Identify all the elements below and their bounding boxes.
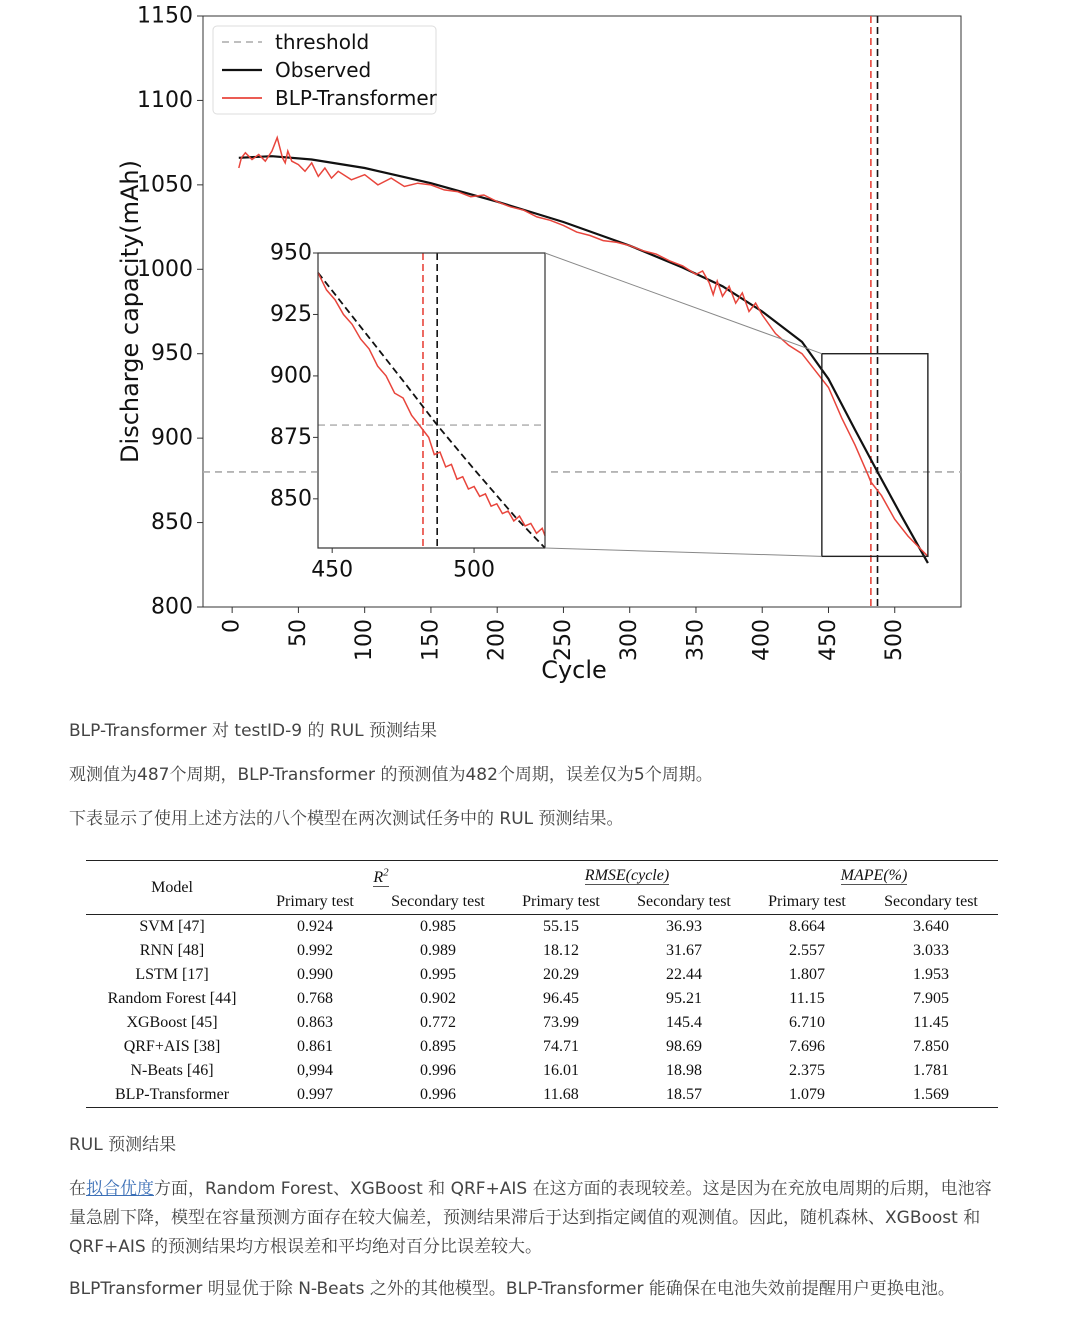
metric-cell: 0.996 [372,1083,504,1108]
metric-cell: 7.905 [913,990,949,1008]
legend-label: Observed [275,58,372,82]
x-tick-label: 200 [484,619,510,661]
model-name-cell: RNN [48] [139,942,205,960]
table-caption: RUL 预测结果 [69,1135,177,1155]
metric-cell: 0.995 [420,966,456,984]
mape-group-header: MAPE(%) [750,861,998,891]
sub-header-0: Primary test [258,890,372,915]
metric-cell: 0.863 [297,1014,333,1032]
table-row [86,1083,998,1108]
inset-x-tick-label: 450 [311,557,354,583]
x-tick-label: 250 [550,619,576,661]
metric-cell: 96.45 [543,990,579,1008]
metric-cell: 0.772 [420,1014,456,1032]
metric-cell: 18.98 [666,1062,702,1080]
metric-cell: 0,994 [297,1062,333,1080]
conclusion-paragraph: BLPTransformer 明显优于除 N-Beats 之外的其他模型。BLP-Transformer 能确保在电池失效前提醒用户更换电池。 [69,1279,955,1299]
model-name-cell: QRF+AIS [38] [123,1038,221,1056]
figure-caption: BLP-Transformer 对 testID-9 的 RUL 预测结果 [69,721,438,741]
metric-cell: 1.781 [913,1062,949,1080]
results-table [86,860,998,1108]
zoom-region-box [822,354,928,557]
y-tick-label: 1050 [137,172,193,198]
metric-cell: 0.992 [297,942,333,960]
metric-cell: 0.861 [297,1038,333,1056]
table-intro: 下表显示了使用上述方法的八个模型在两次测试任务中的 RUL 预测结果。 [69,809,624,829]
metric-cell: 1.953 [913,966,949,984]
metric-cell: 1.569 [864,1083,998,1108]
results-table-container [86,860,998,1108]
metric-cell: 11.68 [504,1083,618,1108]
metric-cell: 7.696 [789,1038,825,1056]
model-name-cell: BLP-Transformer [86,1083,258,1108]
legend-label: BLP-Transformer [275,86,437,110]
metric-cell: 2.557 [789,942,825,960]
metric-cell: 0.990 [297,966,333,984]
inset-x-tick-label: 500 [453,557,496,583]
metric-cell: 7.850 [913,1038,949,1056]
rmse-group-header: RMSE(cycle) [504,861,750,891]
table-body [86,915,998,1108]
legend-label: threshold [275,30,370,54]
x-tick-label: 100 [352,619,378,661]
metric-cell: 55.15 [543,918,579,936]
metric-cell: 3.033 [913,942,949,960]
sub-header-4: Primary test [750,890,864,915]
inset-y-tick-label: 950 [270,240,312,266]
metric-cell: 2.375 [789,1062,825,1080]
goodness-of-fit-link[interactable]: 拟合优度 [86,1179,154,1199]
metric-cell: 18.12 [543,942,579,960]
y-tick-label: 1100 [137,87,193,113]
table-row [86,963,998,987]
r2-group-header: $R^2$ [258,861,504,891]
sub-header-1: Secondary test [372,890,504,915]
metric-cell: 1.807 [789,966,825,984]
x-tick-label: 450 [815,619,841,661]
x-tick-label: 150 [418,619,444,661]
metric-cell: 18.57 [618,1083,750,1108]
model-name-cell: Random Forest [44] [107,990,237,1008]
analysis-paragraph: 在拟合优度方面，Random Forest、XGBoost 和 QRF+AIS 在这方面的表现较差。这是因为在充放电周期的后期，电池容量急剧下降，模型在容量预测方面存在较大偏差，预测结果滞后于达到指定阈值的观测值。因此，随机森林、XGBoost 和 QRF+AIS 的预测结果均方根误差和平均绝对百分比误差较大。 [69,1179,992,1257]
metric-cell: 0.996 [420,1062,456,1080]
metric-cell: 0.902 [420,990,456,1008]
inset-y-tick-label: 925 [270,301,312,327]
metric-cell: 98.69 [666,1038,702,1056]
zoom-connector-bottom [545,548,822,556]
x-tick-label: 400 [749,619,775,661]
model-name-cell: LSTM [17] [135,966,209,984]
sub-header-2: Primary test [504,890,618,915]
x-tick-label: 350 [683,619,709,661]
inset-plot [270,241,546,583]
metric-cell: 16.01 [543,1062,579,1080]
metric-cell: 95.21 [666,990,702,1008]
metric-cell: 0.924 [297,918,333,936]
metric-cell: 36.93 [666,918,702,936]
metric-cell: 145.4 [666,1014,702,1032]
metric-cell: 6.710 [789,1014,825,1032]
metric-cell: 0.895 [420,1038,456,1056]
inset-y-tick-label: 850 [270,486,312,512]
metric-cell: 0.997 [258,1083,372,1108]
table-row [86,915,998,940]
metric-cell: 74.71 [543,1038,579,1056]
y-tick-label: 850 [151,510,193,536]
model-header: Model [86,861,258,915]
table-row [86,1059,998,1083]
sub-header-3: Secondary test [618,890,750,915]
x-tick-label: 50 [285,619,311,647]
y-tick-label: 1000 [137,256,193,282]
metric-cell: 31.67 [666,942,702,960]
model-name-cell: N-Beats [46] [130,1062,214,1080]
table-row [86,987,998,1011]
table-row [86,1035,998,1059]
y-tick-label: 1150 [137,3,193,29]
x-axis-label: Cycle [541,656,607,684]
metric-cell: 0.989 [420,942,456,960]
metric-cell: 0.985 [420,918,456,936]
model-name-cell: XGBoost [45] [126,1014,218,1032]
metric-cell: 20.29 [543,966,579,984]
x-tick-label: 300 [617,619,643,661]
table-row [86,939,998,963]
metric-cell: 11.15 [789,990,825,1008]
y-axis-label: Discharge capacity(mAh) [116,160,144,463]
metric-cell: 11.45 [913,1014,949,1032]
metric-cell: 8.664 [789,918,825,936]
metric-cell: 0.768 [297,990,333,1008]
legend [213,26,438,114]
table-row [86,1011,998,1035]
inset-y-tick-label: 875 [270,424,312,450]
metric-cell: 22.44 [666,966,702,984]
sub-header-5: Secondary test [864,890,998,915]
y-tick-label: 900 [151,425,193,451]
metric-cell: 73.99 [543,1014,579,1032]
metric-cell: 3.640 [913,918,949,936]
inset-y-tick-label: 900 [270,363,312,389]
result-summary: 观测值为487个周期，BLP-Transformer 的预测值为482个周期，误差仅为5个周期。 [69,765,713,785]
inset-background [317,252,546,549]
metric-cell: 1.079 [750,1083,864,1108]
y-tick-label: 950 [151,341,193,367]
x-tick-label: 0 [219,619,245,633]
model-name-cell: SVM [47] [139,918,205,936]
y-tick-label: 800 [151,594,193,620]
x-tick-label: 500 [882,619,908,661]
